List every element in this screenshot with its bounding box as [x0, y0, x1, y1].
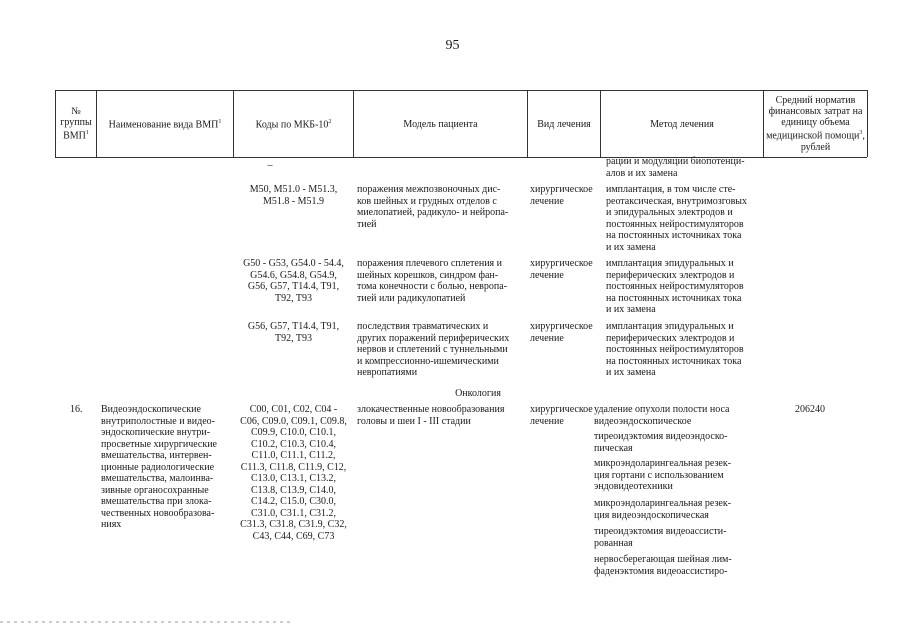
header-cost: Средний норматив финансовых затрат на единицу объема медицинской помощи$^3$, рублей	[766, 95, 865, 153]
cont-method: рации и модуляции биопотенци- алов и их замена	[606, 156, 745, 179]
row2-method: имплантация эпидуральных и периферических электродов и постоянных нейростимуляторов на постоянных источниках тока и их замена	[606, 258, 744, 315]
row3-codes: G56, G57, T14.4, T91, T92, T93	[247, 321, 340, 344]
row16-number: 16.	[70, 404, 83, 415]
header-name: Наименование вида ВМП$^1$	[108, 119, 222, 131]
row16-method-5: тиреоидэктомия видеоассисти- рованная	[594, 526, 727, 549]
row2-model: поражения плечевого сплетения и шейных корешков, синдром фан- тома конечности с болью, невропа- тией или радикулопатией	[357, 258, 507, 304]
header-group: № группы ВМП$^1$	[60, 106, 92, 142]
row16-method-6: нервосберегающая шейная лим- фаденэктомия видеоассистиро-	[594, 554, 732, 577]
row16-cost: 206240	[795, 404, 825, 415]
row16-method-4: микроэндоларингеальная резек- ция видеоэндоскопическая	[594, 498, 732, 521]
header-type: Вид лечения	[537, 118, 591, 130]
row16-method-2: тиреоидэктомия видеоэндоско- пическая	[594, 431, 728, 454]
header-codes: Коды по МКБ-$10^2$	[255, 119, 332, 131]
row3-model: последствия травматических и других поражений периферических нервов и сплетений с туннельными и компрессионно-ишемическими невропатиями	[357, 321, 510, 378]
row16-method-3: микроэндоларингеальная резек- ция гортани с использованием эндовидеотехники	[594, 458, 732, 492]
header-method: Метод лечения	[650, 118, 714, 130]
row1-type: хирургическое лечение	[530, 184, 593, 207]
row16-type: хирургическое лечение	[530, 404, 593, 427]
header-model: Модель пациента	[403, 118, 478, 130]
section-title: Онкология	[455, 388, 501, 399]
page-number: 95	[445, 38, 460, 53]
row16-codes: C00, C01, C02, C04 - C06, C09.0, C09.1, C09.8, C09.9, C10.0, C10.1, C10.2, C10.3, C10.4, C11.0, C11.1, C11.2, C11.3, C11.8, C11.9, C12, C13.0, C13.1, C13.2, C13.8, C13.9, C14.0, C14.2, C15.0, C30.0, C31.0, C31.1, C31.2, C31.3, C31.8, C31.9, C32, C43, C44, C69, C73	[240, 404, 347, 542]
row2-codes: G50 - G53, G54.0 - 54.4, G54.6, G54.8, G54.9, G56, G57, T14.4, T91, T92, T93	[243, 258, 344, 304]
row16-method-1: удаление опухоли полости носа видеоэндоскопическое	[594, 404, 730, 427]
row2-type: хирургическое лечение	[530, 258, 593, 281]
row3-method: имплантация эпидуральных и периферических электродов и постоянных нейростимуляторов на постоянных источниках тока и их замена	[606, 321, 744, 378]
cont-codes: –	[267, 160, 273, 171]
row16-model: злокачественные новообразования головы и шеи I - III стадии	[357, 404, 505, 427]
col-border-7	[867, 90, 868, 157]
row1-codes: M50, M51.0 - M51.3, M51.8 - M51.9	[249, 184, 338, 207]
row1-model: поражения межпозвоночных дис- ков шейных и грудных отделов с миелопатией, радикуло- и нейропа- тией	[357, 184, 509, 230]
row3-type: хирургическое лечение	[530, 321, 593, 344]
scan-dotted-line	[0, 612, 905, 632]
row16-name: Видеоэндоскопические внутриполостные и видео- эндоскопические внутри- просветные хирургические вмешательства, интервен- ционные радиологические вмешательства, малоинва- зивные органосохранные вмешательства при злока- чественных новообразова- ниях	[101, 404, 217, 530]
row1-method: имплантация, в том числе сте- реотаксическая, внутримозговых и эпидуральных электродов и постоянных нейростимуляторов на постоянных источниках тока и их замена	[606, 184, 748, 253]
